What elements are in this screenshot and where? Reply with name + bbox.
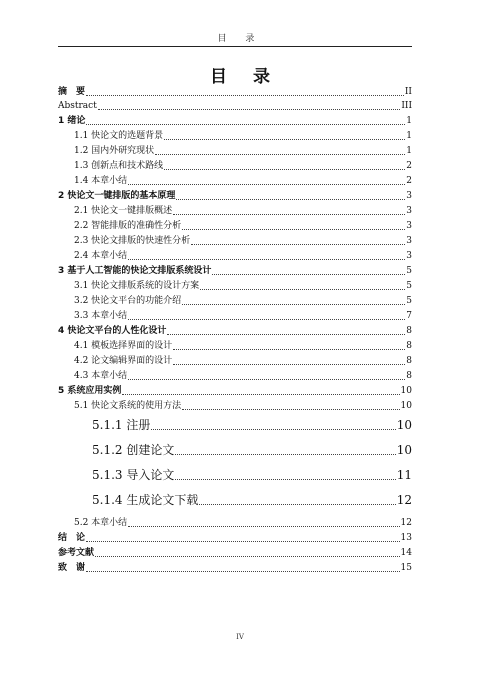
toc-dot-leader [175,470,395,480]
toc-entry-page: II [404,87,412,97]
toc-entry-label: 1.2 国内外研究现状 [74,146,155,156]
toc-entry[interactable] [58,236,412,247]
toc-entry-label: 3 基于人工智能的快论文排版系统设计 [58,266,212,276]
toc-entry[interactable] [58,176,412,187]
toc-entry-label: 5.1.4 生成论文下载 [92,493,199,507]
toc-dot-leader [122,387,399,395]
toc-dot-leader [182,402,399,410]
toc-entry-page: 5 [406,266,412,276]
toc-entry-label: 1.4 本章小结 [74,176,128,186]
toc-entry-page: 5 [406,296,412,306]
toc-entry[interactable] [58,266,412,277]
toc-dot-leader [191,237,405,245]
toc-dot-leader [212,267,405,275]
toc-dot-leader [98,102,401,110]
toc-entry[interactable] [58,493,412,507]
toc-entry-label: 2.2 智能排版的准确性分析 [74,221,182,231]
toc-dot-leader [164,132,405,140]
toc-entry-label: 摘 要 [58,87,86,97]
toc-dot-leader [128,519,399,527]
toc-entry-page: 10 [396,418,412,432]
toc-entry-page: 2 [406,176,412,186]
toc-entry-page: 3 [406,191,412,201]
toc-entry[interactable] [58,251,412,262]
toc-dot-leader [128,312,405,320]
toc-entry-label: 3.1 快论文排版系统的设计方案 [74,281,200,291]
toc-entry[interactable] [58,281,412,292]
toc-entry[interactable] [58,563,412,574]
running-header: 目 录 [217,34,263,44]
toc-entry-label: 5.1.1 注册 [92,418,151,432]
toc-dot-leader [173,357,405,365]
toc-entry-label: 5.1.2 创建论文 [92,443,175,457]
toc-entry-label: 2 快论文一键排版的基本原理 [58,191,176,201]
toc-entry-label: 5.1 快论文系统的使用方法 [74,401,182,411]
toc-entry-page: 3 [406,236,412,246]
toc-entry[interactable] [58,161,412,172]
page-title: 目 录 [210,67,280,87]
toc-dot-leader [200,282,405,290]
toc-entry-label: 1.1 快论文的选题背景 [74,131,164,141]
toc-entry-page: 5 [406,281,412,291]
toc-entry-page: 12 [400,518,412,528]
toc-entry[interactable] [58,146,412,157]
toc-dot-leader [128,177,405,185]
toc-entry[interactable] [58,533,412,544]
toc-entry-label: 2.4 本章小结 [74,251,128,261]
toc-entry[interactable] [58,401,412,412]
toc-entry[interactable] [58,418,412,432]
toc-entry-page: 7 [406,311,412,321]
toc-entry[interactable] [58,518,412,529]
toc-entry-label: 3.3 本章小结 [74,311,128,321]
toc-entry[interactable] [58,191,412,202]
toc-entry-page: 8 [406,326,412,336]
toc-dot-leader [182,222,405,230]
toc-entry-page: 3 [406,221,412,231]
header-rule [58,46,412,47]
toc-entry[interactable] [58,443,412,457]
toc-entry-page: 15 [400,563,412,573]
toc-dot-leader [199,495,395,505]
toc-entry-label: 4.3 本章小结 [74,371,128,381]
toc-dot-leader [151,420,395,430]
toc-dot-leader [155,147,405,155]
toc-entry-page: 11 [396,468,412,482]
toc-entry-page: 3 [406,206,412,216]
toc-dot-leader [86,117,405,125]
toc-entry[interactable] [58,548,412,559]
toc-entry-label: 致 谢 [58,563,86,573]
toc-entry-label: 5.2 本章小结 [74,518,128,528]
toc-dot-leader [182,297,405,305]
toc-entry-label: 2.1 快论文一键排版概述 [74,206,173,216]
toc-entry[interactable] [58,386,412,397]
toc-entry-page: 8 [406,341,412,351]
toc-entry-page: 12 [396,493,412,507]
toc-dot-leader [167,327,405,335]
toc-entry[interactable] [58,311,412,322]
toc-entry[interactable] [58,356,412,367]
toc-dot-leader [164,162,405,170]
toc-entry[interactable] [58,206,412,217]
toc-dot-leader [175,445,395,455]
toc-entry-page: 10 [400,386,412,396]
toc-entry-label: 3.2 快论文平台的功能介绍 [74,296,182,306]
toc-entry-label: 4.1 模板选择界面的设计 [74,341,173,351]
toc-entry-page: 13 [400,533,412,543]
toc-entry-page: 1 [406,146,412,156]
toc-entry[interactable] [58,221,412,232]
toc-entry-label: 参考文献 [58,548,95,558]
toc-entry-label: 1 绪论 [58,116,86,126]
toc-entry-page: 8 [406,371,412,381]
toc-entry-label: 4.2 论文编辑界面的设计 [74,356,173,366]
toc-dot-leader [173,207,405,215]
toc-entry-label: 2.3 快论文排版的快速性分析 [74,236,191,246]
toc-entry-label: Abstract [58,101,97,111]
toc-entry[interactable] [58,116,412,127]
toc-dot-leader [173,342,405,350]
toc-entry-page: 14 [400,548,412,558]
toc-entry-label: 5.1.3 导入论文 [92,468,175,482]
page-number: IV [236,633,244,641]
toc-entry[interactable] [58,341,412,352]
toc-entry-page: III [401,101,412,111]
toc-entry-page: 2 [406,161,412,171]
toc-entry[interactable] [58,468,412,482]
toc-entry-page: 10 [396,443,412,457]
toc-dot-leader [128,252,405,260]
toc-dot-leader [86,534,400,542]
toc-entry[interactable] [58,101,412,112]
toc-entry-page: 8 [406,356,412,366]
toc-entry-label: 结 论 [58,533,86,543]
toc-dot-leader [86,564,400,572]
toc-dot-leader [176,192,405,200]
toc-entry-label: 5 系统应用实例 [58,386,122,396]
toc-entry[interactable] [58,296,412,307]
toc-entry[interactable] [58,87,412,98]
toc-dot-leader [86,88,404,96]
toc-entry-page: 1 [406,131,412,141]
toc-entry[interactable] [58,131,412,142]
toc-dot-leader [128,372,405,380]
toc-entry-label: 1.3 创新点和技术路线 [74,161,164,171]
toc-entry[interactable] [58,326,412,337]
toc-entry[interactable] [58,371,412,382]
toc-entry-page: 1 [406,116,412,126]
toc-dot-leader [95,549,400,557]
toc-entry-page: 10 [400,401,412,411]
toc-entry-page: 3 [406,251,412,261]
toc-entry-label: 4 快论文平台的人性化设计 [58,326,167,336]
